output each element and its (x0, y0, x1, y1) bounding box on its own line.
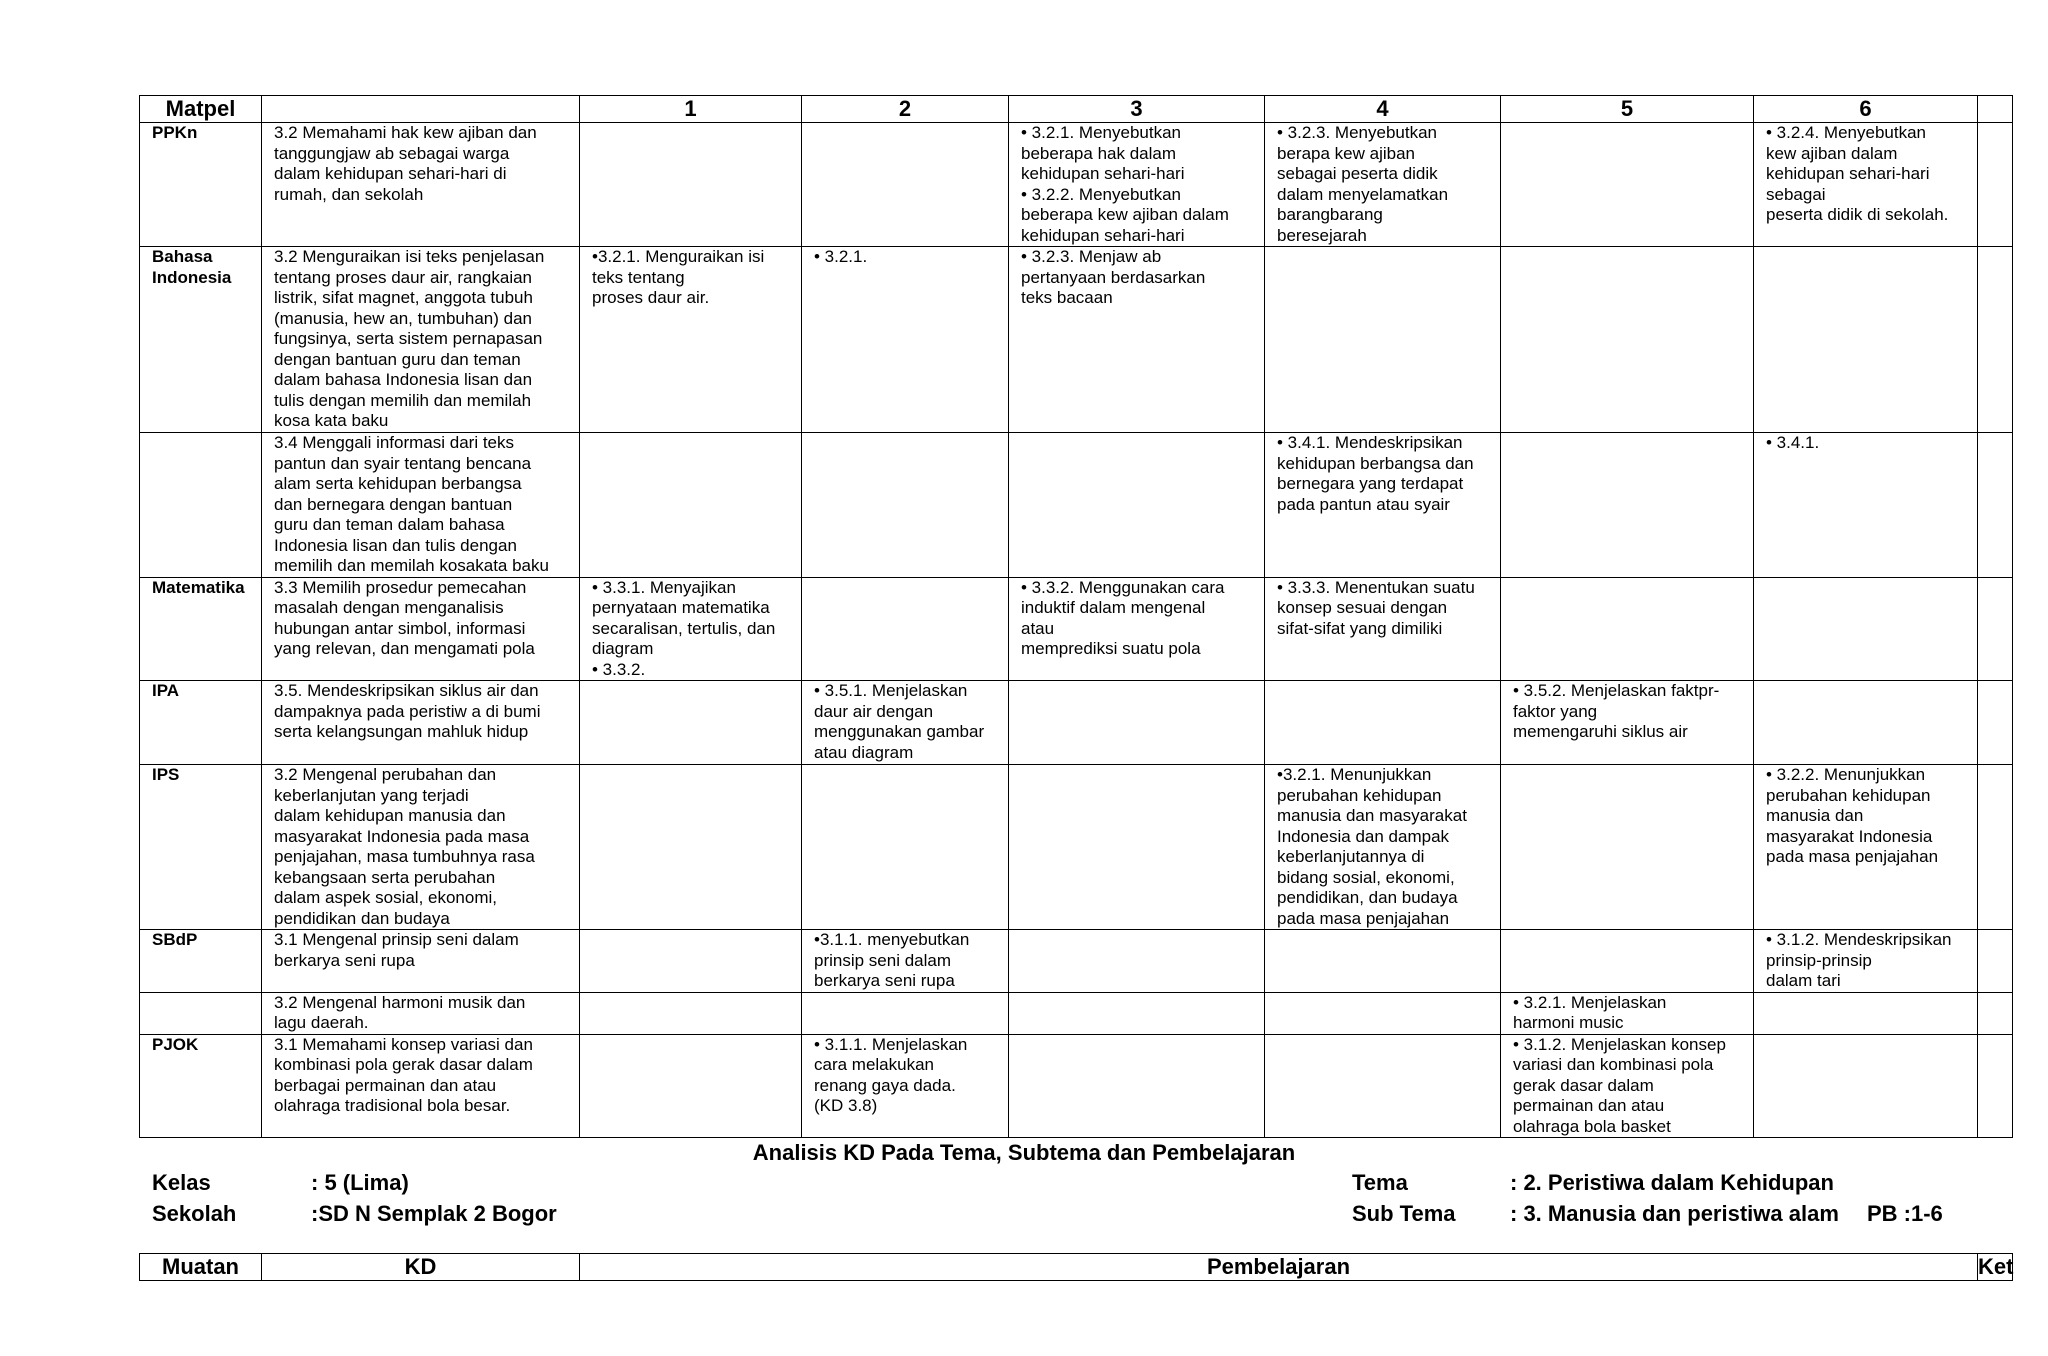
header-pb-2: 2 (802, 96, 1009, 123)
pb5-cell (1501, 123, 1754, 247)
subject-cell: IPA (140, 681, 262, 765)
table-row (140, 123, 2013, 247)
pb3-cell (1009, 765, 1265, 930)
footer-header-table (139, 1253, 2013, 1281)
pb3-cell (1009, 681, 1265, 765)
pb2-cell (802, 765, 1009, 930)
pb5-cell (1501, 433, 1754, 578)
sekolah-value: :SD N Semplak 2 Bogor (311, 1201, 557, 1226)
pb3-cell (1009, 433, 1265, 578)
pb1-cell (580, 992, 802, 1034)
pb5-cell: • 3.5.2. Menjelaskan faktpr- faktor yang memengaruhi siklus air (1501, 681, 1754, 765)
ket-cell (1978, 1034, 2013, 1138)
pb4-cell (1265, 681, 1501, 765)
pb2-cell: • 3.5.1. Menjelaskan daur air dengan menggunakan gambar atau diagram (802, 681, 1009, 765)
subject-cell (140, 433, 262, 578)
table-header-row (140, 96, 2013, 123)
pb2-cell (802, 433, 1009, 578)
kd-cell: 3.3 Memilih prosedur pemecahan masalah dengan menganalisis hubungan antar simbol, informasi yang relevan, dan mengamati pola (262, 577, 580, 681)
table-row (140, 681, 2013, 765)
header-pb-6: 6 (1754, 96, 1978, 123)
subject-cell: SBdP (140, 930, 262, 993)
header-pb-3: 3 (1009, 96, 1265, 123)
kd-cell: 3.2 Memahami hak kew ajiban dan tanggungjaw ab sebagai warga dalam kehidupan sehari-hari di rumah, dan sekolah (262, 123, 580, 247)
pb2-cell (802, 123, 1009, 247)
pb4-cell: • 3.4.1. Mendeskripsikan kehidupan berbangsa dan bernegara yang terdapat pada pantun atau syair (1265, 433, 1501, 578)
ket-cell (1978, 123, 2013, 247)
tema-value: : 2. Peristiwa dalam Kehidupan (1510, 1170, 1834, 1195)
pb5-cell: • 3.1.2. Menjelaskan konsep variasi dan kombinasi pola gerak dasar dalam permainan dan atau olahraga bola basket (1501, 1034, 1754, 1138)
pb5-cell (1501, 247, 1754, 433)
header-matpel: Matpel (140, 96, 262, 123)
pb4-cell (1265, 247, 1501, 433)
pb5-cell (1501, 577, 1754, 681)
footer-kd: KD (262, 1254, 580, 1281)
subtema-value: : 3. Manusia dan peristiwa alam (1510, 1201, 1839, 1226)
pb-value: PB :1-6 (1867, 1201, 1943, 1226)
pb6-cell (1754, 681, 1978, 765)
pb6-cell (1754, 1034, 1978, 1138)
ket-cell (1978, 992, 2013, 1034)
pb1-cell: •3.2.1. Menguraikan isi teks tentang proses daur air. (580, 247, 802, 433)
pb3-cell (1009, 992, 1265, 1034)
kelas-value: : 5 (Lima) (311, 1170, 409, 1195)
pb4-cell: • 3.3.3. Menentukan suatu konsep sesuai dengan sifat-sifat yang dimiliki (1265, 577, 1501, 681)
pb2-cell: • 3.2.1. (802, 247, 1009, 433)
footer-ket: Ket (1978, 1254, 2014, 1279)
pb1-cell (580, 123, 802, 247)
table-row (140, 247, 2013, 433)
pb3-cell: • 3.2.3. Menjaw ab pertanyaan berdasarkan teks bacaan (1009, 247, 1265, 433)
kd-cell: 3.5. Mendeskripsikan siklus air dan dampaknya pada peristiw a di bumi serta kelangsungan mahluk hidup (262, 681, 580, 765)
pb6-cell: • 3.2.4. Menyebutkan kew ajiban dalam kehidupan sehari-hari sebagai peserta didik di sekolah. (1754, 123, 1978, 247)
pb5-cell (1501, 930, 1754, 993)
ket-cell (1978, 930, 2013, 993)
pb5-cell (1501, 765, 1754, 930)
pb1-cell: • 3.3.1. Menyajikan pernyataan matematika secaralisan, tertulis, dan diagram • 3.3.2. (580, 577, 802, 681)
kd-cell: 3.2 Mengenal harmoni musik dan lagu daerah. (262, 992, 580, 1034)
header-ket (1978, 96, 2013, 123)
pb3-cell: • 3.2.1. Menyebutkan beberapa hak dalam kehidupan sehari-hari • 3.2.2. Menyebutkan beberapa kew ajiban dalam kehidupan sehari-hari (1009, 123, 1265, 247)
analysis-table (139, 95, 2013, 1138)
subject-cell: Bahasa Indonesia (140, 247, 262, 433)
pb4-cell (1265, 1034, 1501, 1138)
sekolah-label: Sekolah (152, 1201, 237, 1226)
subject-cell: PJOK (140, 1034, 262, 1138)
tema-label: Tema (1352, 1170, 1408, 1195)
kd-cell: 3.4 Menggali informasi dari teks pantun dan syair tentang bencana alam serta kehidupan berbangsa dan bernegara dengan bantuan guru dan teman dalam bahasa Indonesia lisan dan tulis dengan memilih dan memilah kosakata baku (262, 433, 580, 578)
header-pb-4: 4 (1265, 96, 1501, 123)
pb2-cell (802, 577, 1009, 681)
pb6-cell (1754, 992, 1978, 1034)
pb4-cell (1265, 930, 1501, 993)
header-kd (262, 96, 580, 123)
header-pb-1: 1 (580, 96, 802, 123)
ket-cell (1978, 681, 2013, 765)
pb1-cell (580, 765, 802, 930)
kd-cell: 3.2 Mengenal perubahan dan keberlanjutan yang terjadi dalam kehidupan manusia dan masyarakat Indonesia pada masa penjajahan, masa tumbuhnya rasa kebangsaan serta perubahan dalam aspek sosial, ekonomi, pendidikan dan budaya (262, 765, 580, 930)
pb6-cell: • 3.2.2. Menunjukkan perubahan kehidupan manusia dan masyarakat Indonesia pada masa penjajahan (1754, 765, 1978, 930)
table-row (140, 1034, 2013, 1138)
pb3-cell: • 3.3.2. Menggunakan cara induktif dalam mengenal atau memprediksi suatu pola (1009, 577, 1265, 681)
ket-cell (1978, 765, 2013, 930)
ket-cell (1978, 247, 2013, 433)
pb1-cell (580, 681, 802, 765)
table-row (140, 992, 2013, 1034)
footer-header-row (140, 1254, 2013, 1281)
pb3-cell (1009, 930, 1265, 993)
subject-cell: PPKn (140, 123, 262, 247)
pb4-cell: •3.2.1. Menunjukkan perubahan kehidupan manusia dan masyarakat Indonesia dan dampak keberlanjutannya di bidang sosial, ekonomi, pendidikan, dan budaya pada masa penjajahan (1265, 765, 1501, 930)
subject-cell: Matematika (140, 577, 262, 681)
footer-muatan: Muatan (140, 1254, 262, 1281)
pb4-cell (1265, 992, 1501, 1034)
pb2-cell: • 3.1.1. Menjelaskan cara melakukan renang gaya dada. (KD 3.8) (802, 1034, 1009, 1138)
subject-cell (140, 992, 262, 1034)
pb6-cell: • 3.4.1. (1754, 433, 1978, 578)
pb6-cell: • 3.1.2. Mendeskripsikan prinsip-prinsip dalam tari (1754, 930, 1978, 993)
pb1-cell (580, 433, 802, 578)
ket-cell (1978, 433, 2013, 578)
document-caption: Analisis KD Pada Tema, Subtema dan Pembelajaran (752, 1140, 1296, 1165)
pb2-cell: •3.1.1. menyebutkan prinsip seni dalam berkarya seni rupa (802, 930, 1009, 993)
pb1-cell (580, 1034, 802, 1138)
table-row (140, 930, 2013, 993)
pb3-cell (1009, 1034, 1265, 1138)
table-row (140, 765, 2013, 930)
pb1-cell (580, 930, 802, 993)
kd-cell: 3.1 Mengenal prinsip seni dalam berkarya seni rupa (262, 930, 580, 993)
header-pb-5: 5 (1501, 96, 1754, 123)
subject-cell: IPS (140, 765, 262, 930)
pb4-cell: • 3.2.3. Menyebutkan berapa kew ajiban sebagai peserta didik dalam menyelamatkan barangbarang beresejarah (1265, 123, 1501, 247)
subtema-label: Sub Tema (1352, 1201, 1456, 1226)
kelas-label: Kelas (152, 1170, 211, 1195)
kd-cell: 3.1 Memahami konsep variasi dan kombinasi pola gerak dasar dalam berbagai permainan dan atau olahraga tradisional bola besar. (262, 1034, 580, 1138)
ket-cell (1978, 577, 2013, 681)
pb5-cell: • 3.2.1. Menjelaskan harmoni music (1501, 992, 1754, 1034)
footer-pembelajaran: Pembelajaran (580, 1254, 1978, 1281)
pb6-cell (1754, 247, 1978, 433)
pb2-cell (802, 992, 1009, 1034)
kd-cell: 3.2 Menguraikan isi teks penjelasan tentang proses daur air, rangkaian listrik, sifat magnet, anggota tubuh (manusia, hew an, tumbuhan) dan fungsinya, serta sistem pernapasan dengan bantuan guru dan teman dalam bahasa Indonesia lisan dan tulis dengan memilih dan memilah kosa kata baku (262, 247, 580, 433)
table-row (140, 577, 2013, 681)
pb6-cell (1754, 577, 1978, 681)
table-row (140, 433, 2013, 578)
